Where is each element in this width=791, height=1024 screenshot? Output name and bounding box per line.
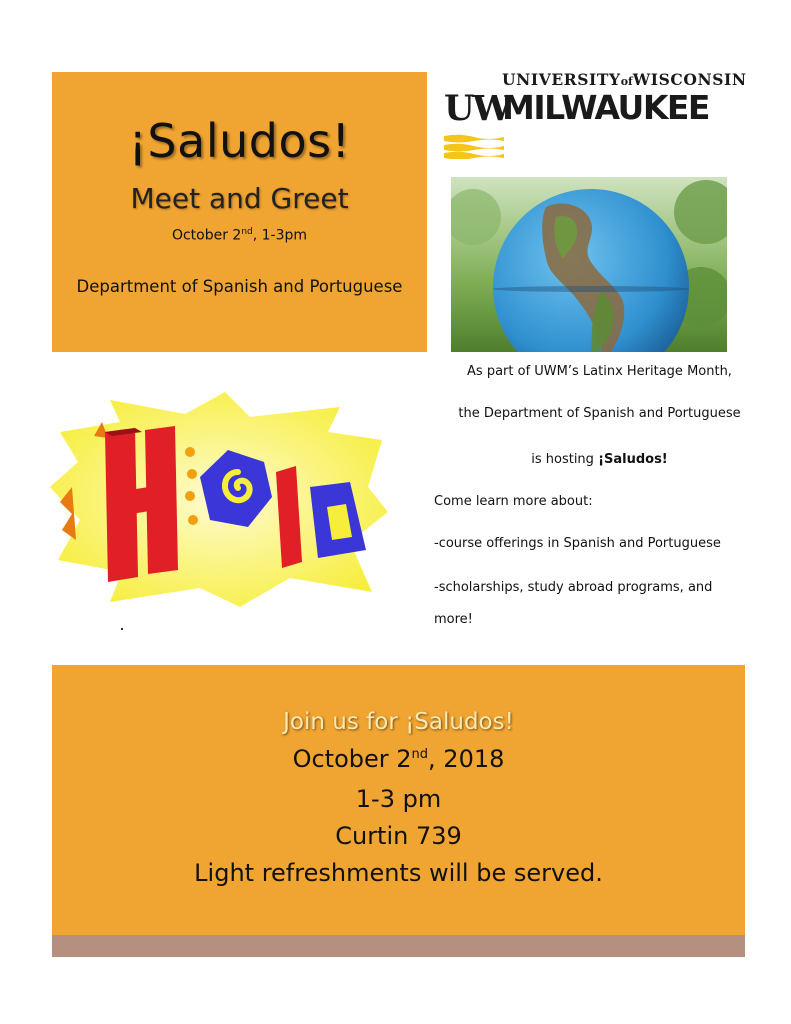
info-line-3: is hosting ¡Saludos! (531, 452, 668, 467)
bullet-scholarships-cont: more! (434, 612, 473, 627)
header-box (52, 72, 427, 352)
logo-milwaukee: MILWAUKEE (502, 88, 709, 127)
info-line-1: As part of UWM’s Latinx Heritage Month, (467, 364, 732, 379)
globe-photo (451, 177, 727, 352)
hola-clipart (50, 392, 390, 610)
logo-university-line: UNIVERSITYofWISCONSIN (502, 70, 747, 89)
stray-mark (121, 628, 123, 630)
footer-time: 1-3 pm (355, 785, 442, 813)
learn-more-line: Come learn more about: (434, 494, 593, 509)
page-title: ¡Saludos! (128, 114, 351, 168)
bullet-course-offerings: -course offerings in Spanish and Portuguese (434, 536, 721, 551)
bullet-scholarships: -scholarships, study abroad programs, and (434, 580, 713, 595)
footer-strip (52, 935, 745, 957)
logo-uw: UW (444, 88, 510, 129)
uwm-logo (444, 70, 747, 165)
footer-refreshments: Light refreshments will be served. (194, 859, 603, 887)
logo-stripes-icon (444, 133, 504, 159)
join-heading: Join us for ¡Saludos! (283, 709, 514, 735)
footer-box (52, 665, 745, 935)
event-subtitle: Meet and Greet (130, 182, 349, 215)
footer-location: Curtin 739 (335, 822, 462, 850)
footer-date: October 2nd, 2018 (292, 745, 505, 773)
department-name: Department of Spanish and Portuguese (76, 277, 403, 296)
info-line-2: the Department of Spanish and Portuguese (458, 406, 741, 421)
event-date: October 2nd, 1-3pm (171, 227, 308, 244)
